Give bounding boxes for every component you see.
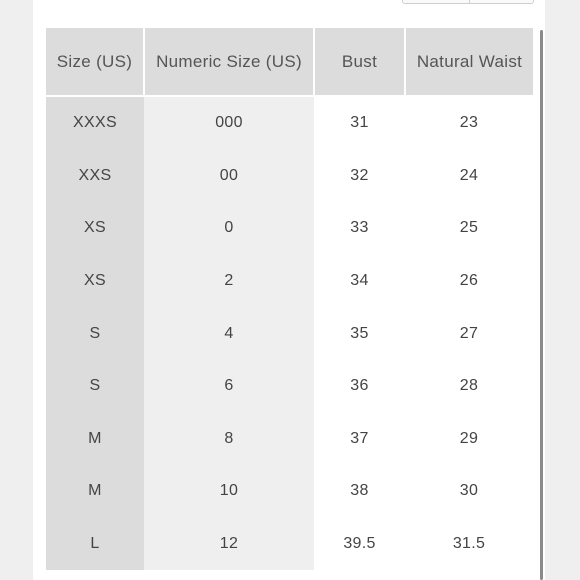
cell-size: XS: [46, 255, 144, 308]
cell-natural-waist: 31.5: [405, 518, 533, 571]
cell-bust: 38: [314, 465, 405, 518]
cell-bust: 39.5: [314, 518, 405, 571]
cell-numeric-size: 4: [144, 307, 314, 360]
cell-bust: 35: [314, 307, 405, 360]
cell-bust: 31: [314, 96, 405, 150]
cell-numeric-size: 8: [144, 413, 314, 466]
cell-natural-waist: 27: [405, 307, 533, 360]
cell-numeric-size: 00: [144, 150, 314, 203]
header-size: Size (US): [46, 28, 144, 96]
table-row: [46, 465, 533, 518]
cell-bust: 37: [314, 413, 405, 466]
cell-numeric-size: 2: [144, 255, 314, 308]
cell-size: XXS: [46, 150, 144, 203]
cell-numeric-size: 0: [144, 202, 314, 255]
cell-natural-waist: 28: [405, 360, 533, 413]
header-numeric-size: Numeric Size (US): [144, 28, 314, 96]
table-row: [46, 307, 533, 360]
cell-numeric-size: 000: [144, 96, 314, 150]
table-row: [46, 413, 533, 466]
cell-bust: 34: [314, 255, 405, 308]
table-row: [46, 360, 533, 413]
cell-natural-waist: 24: [405, 150, 533, 203]
cell-size: S: [46, 360, 144, 413]
vertical-scrollbar[interactable]: [540, 30, 543, 580]
cell-numeric-size: 10: [144, 465, 314, 518]
cell-numeric-size: 12: [144, 518, 314, 571]
size-chart-table: [46, 28, 533, 570]
cell-size: L: [46, 518, 144, 571]
table-row: [46, 202, 533, 255]
cell-size: S: [46, 307, 144, 360]
cell-numeric-size: 6: [144, 360, 314, 413]
top-toggle-control[interactable]: [402, 0, 534, 4]
table-row: [46, 96, 533, 150]
cell-size: M: [46, 465, 144, 518]
cell-size: XXXS: [46, 96, 144, 150]
cell-natural-waist: 25: [405, 202, 533, 255]
header-natural-waist: Natural Waist: [405, 28, 533, 96]
table-row: [46, 150, 533, 203]
cell-bust: 33: [314, 202, 405, 255]
cell-natural-waist: 29: [405, 413, 533, 466]
table-row: [46, 518, 533, 571]
table-header-row: [46, 28, 533, 96]
table-row: [46, 255, 533, 308]
cell-size: M: [46, 413, 144, 466]
header-bust: Bust: [314, 28, 405, 96]
cell-bust: 32: [314, 150, 405, 203]
cell-size: XS: [46, 202, 144, 255]
cell-natural-waist: 30: [405, 465, 533, 518]
toggle-divider: [469, 0, 470, 3]
cell-natural-waist: 23: [405, 96, 533, 150]
cell-natural-waist: 26: [405, 255, 533, 308]
cell-bust: 36: [314, 360, 405, 413]
